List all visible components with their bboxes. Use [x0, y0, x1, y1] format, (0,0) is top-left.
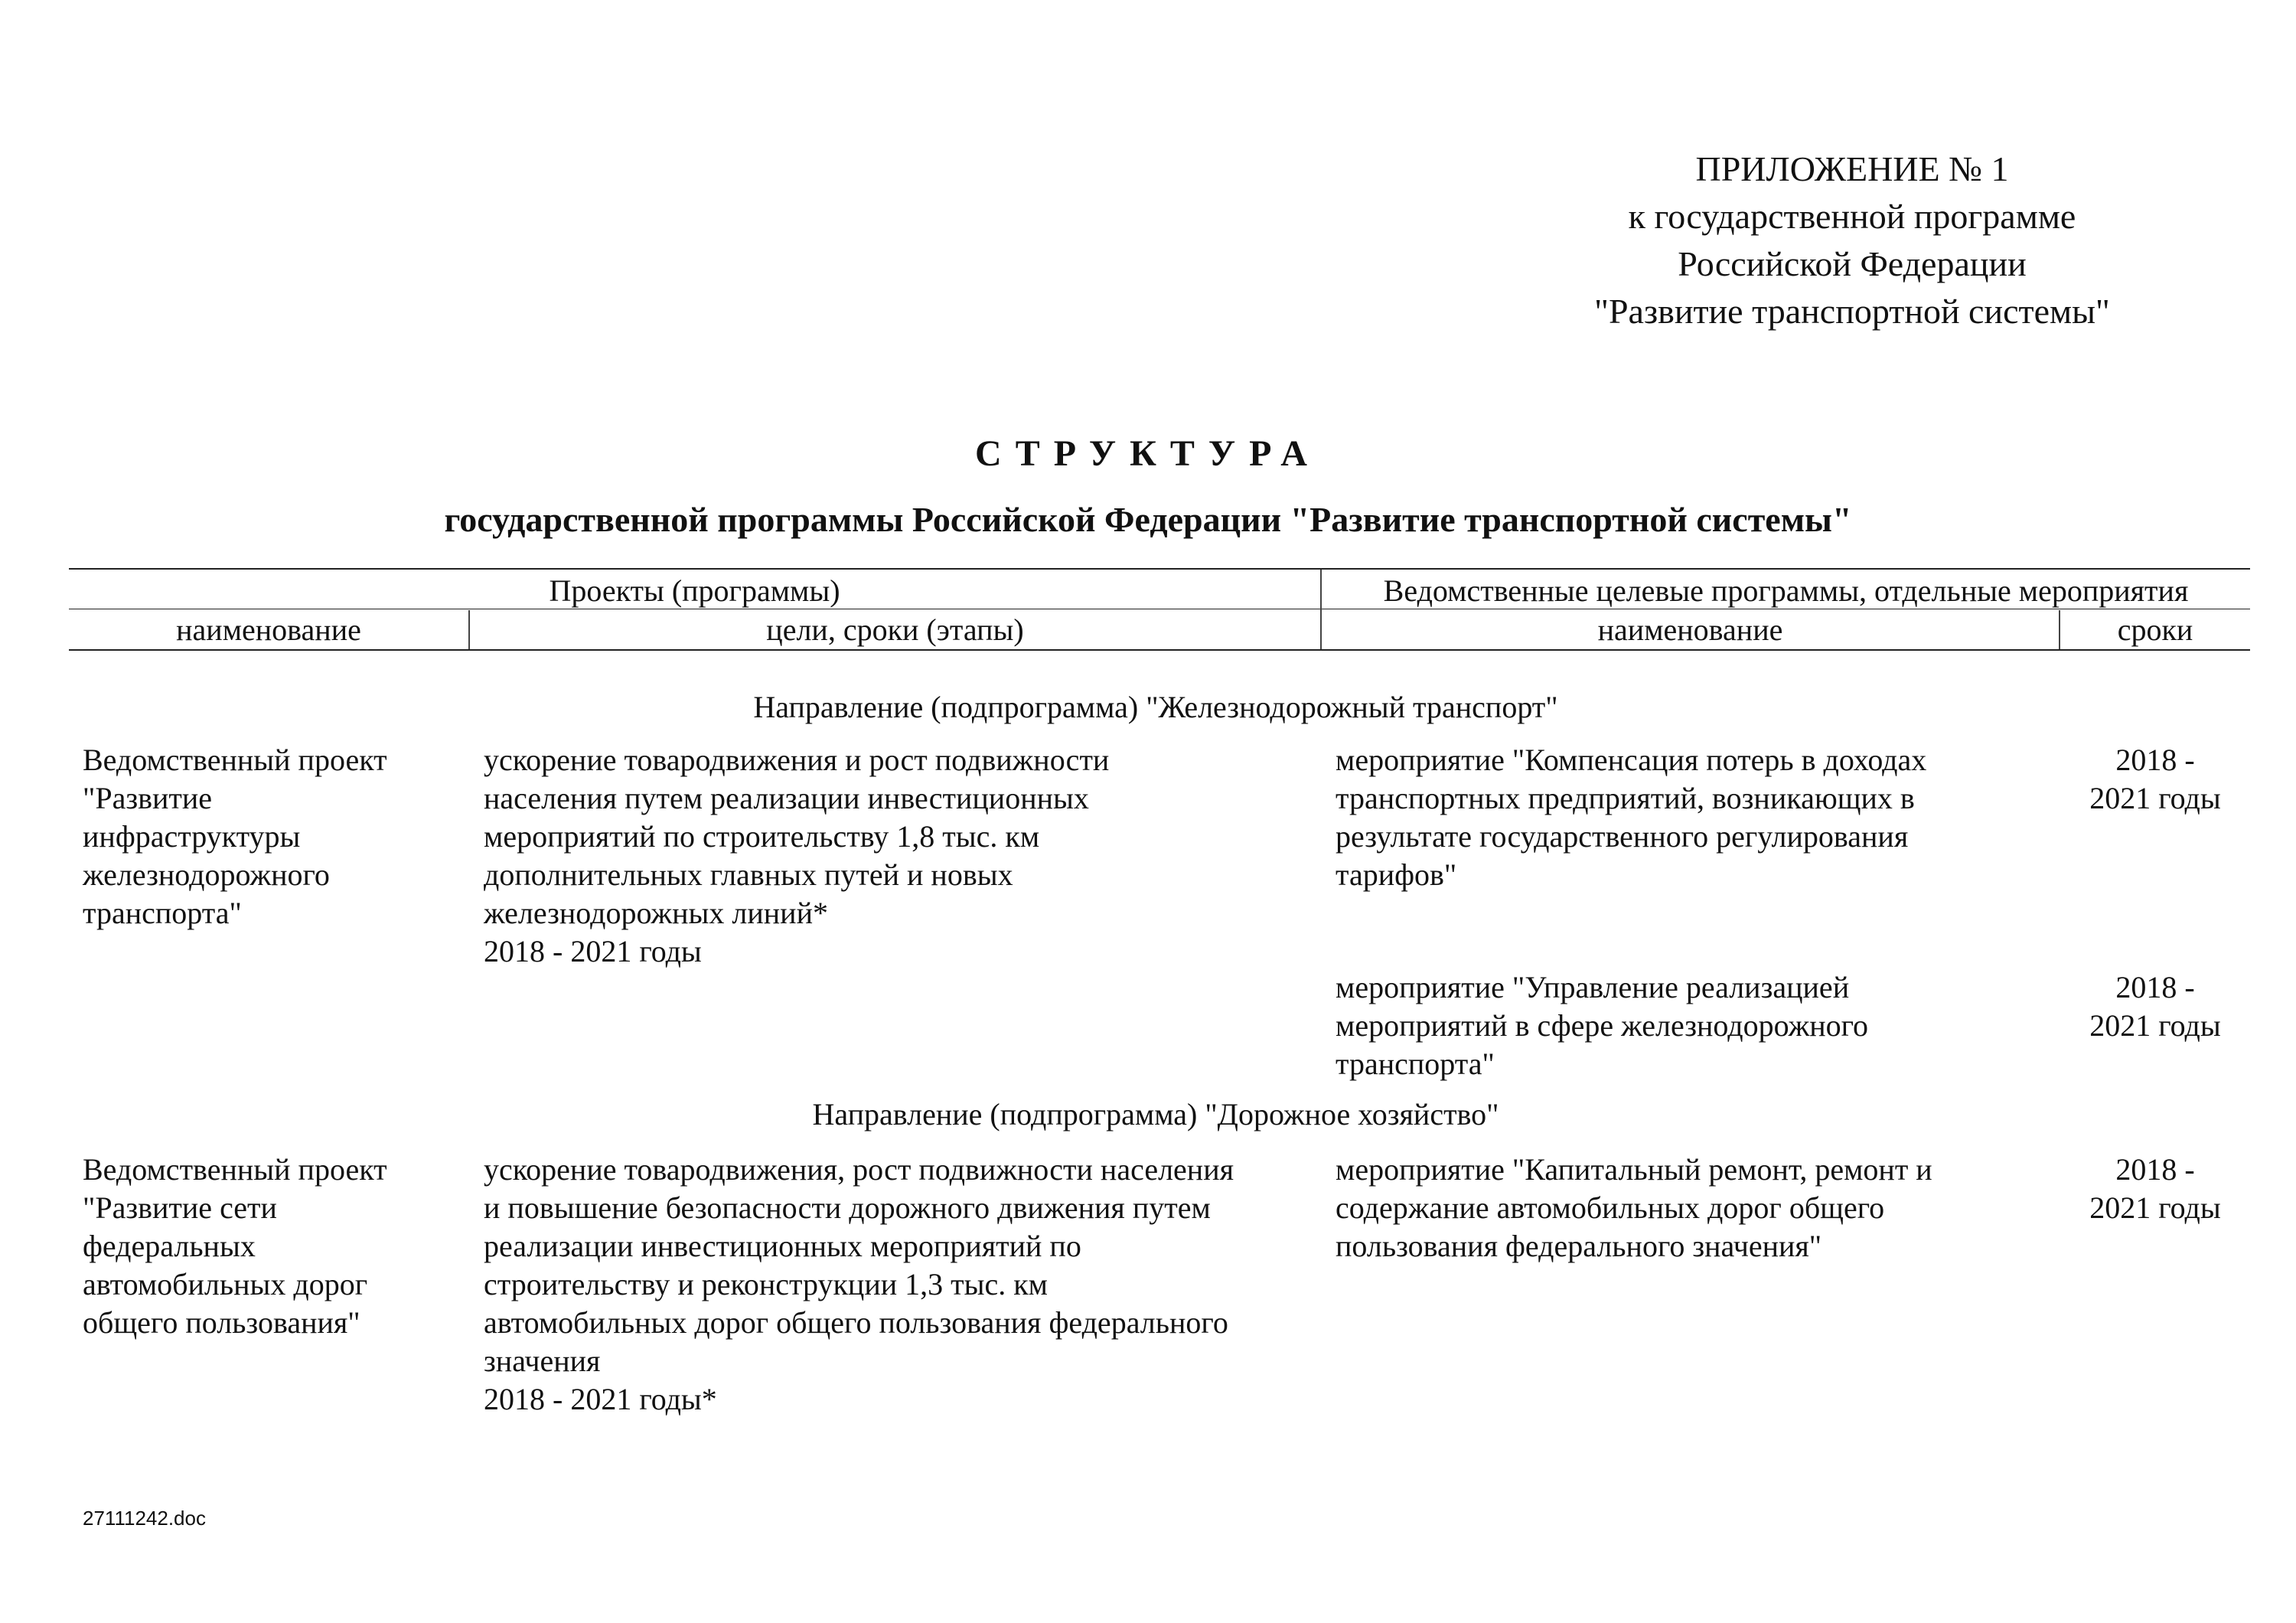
appendix-number: ПРИЛОЖЕНИЕ № 1 [1695, 149, 2009, 188]
section-heading-roads: Направление (подпрограмма) "Дорожное хозяйство" [812, 1097, 1499, 1132]
goals-line: реализации инвестиционных мероприятий по [484, 1229, 1081, 1263]
project-name-line: Ведомственный проект [83, 743, 387, 777]
measure-line: мероприятий в сфере железнодорожного [1336, 1008, 1869, 1043]
measure-name-railway-management [1336, 968, 2055, 1083]
goals-line: значения [484, 1344, 601, 1378]
measure-terms-tariff-compensation [2060, 741, 2250, 818]
project-name-roads [83, 1151, 465, 1342]
project-name-line: общего пользования" [83, 1305, 360, 1340]
measure-name-road-repair [1336, 1151, 2055, 1265]
table-header-bottom-rule [69, 649, 2250, 651]
appendix-line-2: к государственной программе [1628, 197, 2076, 236]
measure-terms-railway-management [2060, 968, 2250, 1045]
project-name-line: инфраструктуры [83, 819, 301, 854]
document-title: СТРУКТУРА [975, 433, 1321, 474]
header-group-projects: Проекты (программы) [549, 573, 840, 608]
goals-line: дополнительных главных путей и новых [484, 857, 1013, 892]
terms-line: 2018 - [2115, 1152, 2195, 1187]
measure-terms-road-repair [2060, 1151, 2250, 1227]
section-heading-railway: Направление (подпрограмма) "Железнодорожный транспорт" [753, 690, 1558, 724]
project-goals-roads [484, 1151, 1322, 1419]
terms-line: 2021 годы [2089, 781, 2221, 815]
project-name-line: транспорта" [83, 896, 242, 930]
terms-line: 2021 годы [2089, 1008, 2221, 1043]
measure-name-tariff-compensation [1336, 741, 2055, 894]
project-name-line: "Развитие [83, 781, 213, 815]
goals-line: ускорение товародвижения, рост подвижности населения [484, 1152, 1234, 1187]
measure-line: пользования федерального значения" [1336, 1229, 1822, 1263]
terms-line: 2018 - [2115, 743, 2195, 777]
goals-line: и повышение безопасности дорожного движения путем [484, 1190, 1211, 1225]
terms-line: 2021 годы [2089, 1190, 2221, 1225]
measure-line: транспортных предприятий, возникающих в [1336, 781, 1915, 815]
goals-line: ускорение товародвижения и рост подвижности [484, 743, 1110, 777]
measure-line: мероприятие "Управление реализацией [1336, 970, 1850, 1004]
goals-line: железнодорожных линий* [484, 896, 828, 930]
goals-line: 2018 - 2021 годы [484, 934, 702, 968]
project-name-line: автомобильных дорог [83, 1267, 368, 1301]
appendix-line-3: Российской Федерации [1678, 244, 2027, 283]
project-name-railway [83, 741, 465, 932]
header-col-name: наименование [176, 612, 361, 647]
header-group-departmental: Ведомственные целевые программы, отдельные мероприятия [1383, 573, 2189, 608]
appendix-header [1561, 145, 2143, 335]
project-goals-railway [484, 741, 1318, 971]
measure-line: мероприятие "Капитальный ремонт, ремонт и [1336, 1152, 1932, 1187]
project-name-line: Ведомственный проект [83, 1152, 387, 1187]
project-name-line: железнодорожного [83, 857, 330, 892]
goals-line: 2018 - 2021 годы* [484, 1382, 717, 1416]
header-col-name2: наименование [1597, 612, 1783, 647]
goals-line: населения путем реализации инвестиционных [484, 781, 1089, 815]
header-col-terms: сроки [2117, 612, 2193, 647]
measure-line: транспорта" [1336, 1047, 1495, 1081]
document-subtitle: государственной программы Российской Федерации "Развитие транспортной системы" [444, 500, 1852, 539]
goals-line: мероприятий по строительству 1,8 тыс. км [484, 819, 1040, 854]
measure-line: тарифов" [1336, 857, 1457, 892]
goals-line: автомобильных дорог общего пользования федерального [484, 1305, 1228, 1340]
measure-line: результате государственного регулирования [1336, 819, 1909, 854]
appendix-line-4: "Развитие транспортной системы" [1594, 292, 2110, 331]
document-file-id: 27111242.doc [83, 1507, 206, 1530]
table-top-rule [69, 568, 2250, 570]
header-col-goals: цели, сроки (этапы) [766, 612, 1024, 647]
measure-line: содержание автомобильных дорог общего [1336, 1190, 1885, 1225]
project-name-line: "Развитие сети [83, 1190, 277, 1225]
project-name-line: федеральных [83, 1229, 256, 1263]
goals-line: строительству и реконструкции 1,3 тыс. км [484, 1267, 1048, 1301]
terms-line: 2018 - [2115, 970, 2195, 1004]
measure-line: мероприятие "Компенсация потерь в доходах [1336, 743, 1927, 777]
